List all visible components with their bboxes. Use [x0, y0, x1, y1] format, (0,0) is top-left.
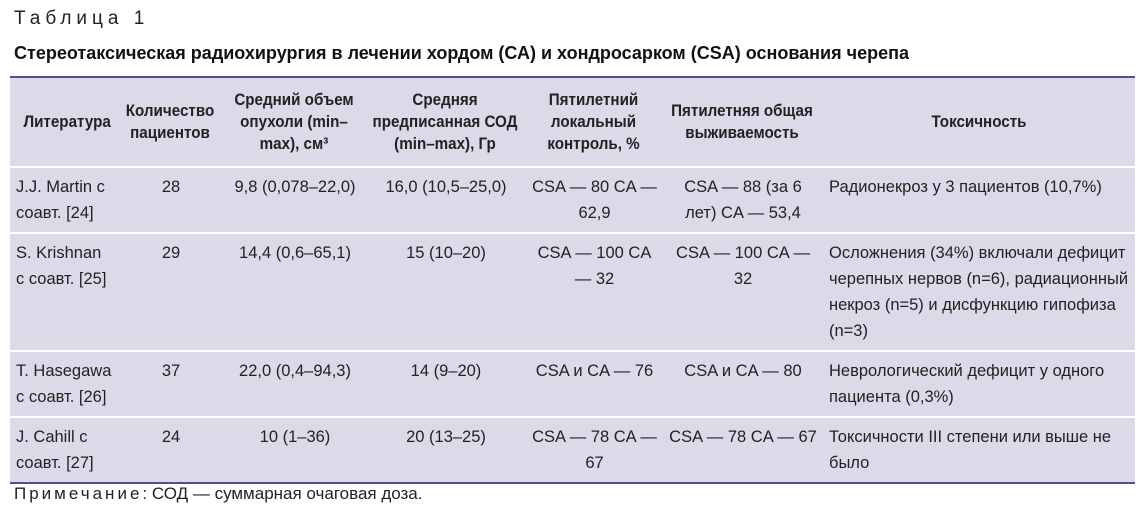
table-row [10, 417, 1135, 482]
table-label: Таблица 1 [14, 8, 150, 29]
header-dose: Средняя предписанная СОД (min–max), Гр [372, 91, 518, 153]
table-title: Стереотаксическая радиохирургия в лечении хордом (СА) и хондросарком (CSA) основания черепа [14, 43, 909, 63]
cell-toxicity: Радионекроз у 3 пациентов (10,7%) [829, 178, 1102, 196]
cell-survival: CSA — 78 CA — 67 [669, 428, 817, 446]
cell-dose: 15 (10–20) [406, 244, 486, 262]
header-literature: Литература [23, 113, 111, 131]
cell-patients: 24 [161, 428, 181, 446]
cell-control: CSA — 100 CA — 32 [537, 244, 652, 288]
cell-toxicity: Осложнения (34%) включали дефицит черепных нервов (n=6), радиационный некроз (n=5) и дисфункцию гипофиза (n=3) [829, 244, 1129, 340]
cell-toxicity: Токсичности III степени или выше не было [829, 428, 1112, 472]
table-row [10, 233, 1135, 351]
header-control: Пятилетний локальный контроль, % [547, 91, 640, 153]
cell-control: CSA — 80 CA — 62,9 [532, 178, 657, 222]
header-survival: Пятилетняя общая выживаемость [671, 102, 813, 142]
note-label: Примечание [14, 484, 143, 503]
cell-patients: 29 [161, 244, 181, 262]
cell-dose: 14 (9–20) [410, 362, 482, 380]
cell-literature: J.J. Martin с соавт. [24] [16, 178, 105, 222]
cell-patients: 28 [161, 178, 181, 196]
cell-literature: S. Krishnan с соавт. [25] [16, 244, 107, 288]
cell-volume: 22,0 (0,4–94,3) [239, 362, 351, 380]
table-header-row [10, 78, 1135, 167]
cell-patients: 37 [161, 362, 181, 380]
table-note [14, 484, 422, 504]
cell-toxicity: Неврологический дефицит у одного пациента (0,3%) [829, 362, 1105, 406]
cell-survival: CSA и CA — 80 [684, 362, 802, 380]
cell-survival: CSA — 100 CA — 32 [676, 244, 810, 288]
cell-dose: 20 (13–25) [406, 428, 486, 446]
cell-control: CSA — 78 CA — 67 [532, 428, 657, 472]
cell-control: CSA и CA — 76 [535, 362, 654, 380]
cell-literature: J. Cahill с соавт. [27] [16, 428, 94, 472]
cell-volume: 9,8 (0,078–22,0) [234, 178, 356, 196]
cell-survival: CSA — 88 (за 6 лет) CA — 53,4 [684, 178, 802, 222]
cell-volume: 10 (1–36) [259, 428, 331, 446]
header-toxicity: Токсичность [931, 113, 1027, 131]
header-volume: Средний объем опухоли (min–max), см³ [234, 91, 354, 153]
results-table [10, 78, 1135, 482]
cell-dose: 16,0 (10,5–25,0) [385, 178, 507, 196]
table-container [10, 76, 1135, 484]
table-row [10, 351, 1135, 417]
note-text: : СОД — суммарная очаговая доза. [142, 484, 423, 503]
header-patients: Количество пациентов [125, 102, 215, 142]
cell-literature: T. Hasegawa с соавт. [26] [16, 362, 112, 406]
table-row [10, 167, 1135, 233]
cell-volume: 14,4 (0,6–65,1) [239, 244, 351, 262]
